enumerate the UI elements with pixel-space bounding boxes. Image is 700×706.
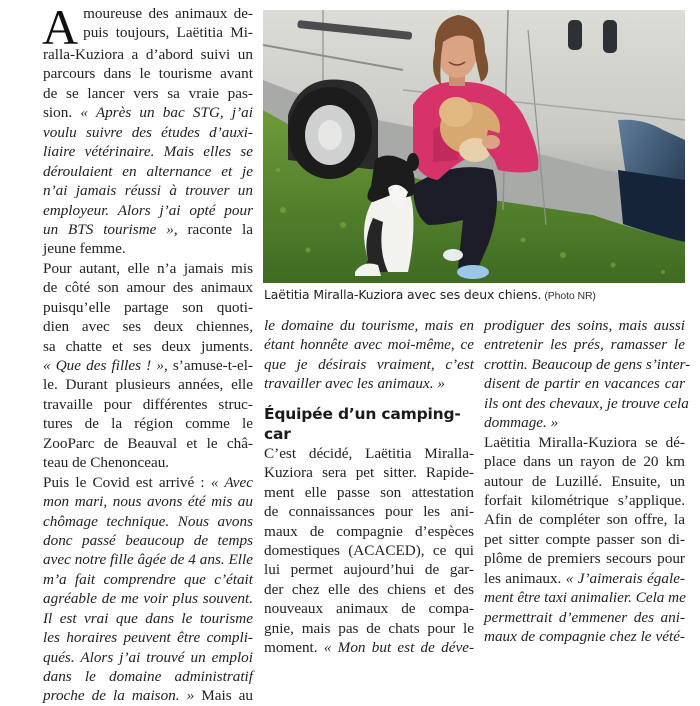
article-line xyxy=(43,45,253,64)
body-text: les animaux. xyxy=(484,569,566,587)
quote-text: donc passé beaucoup de temps xyxy=(43,531,253,549)
article-line xyxy=(484,569,685,588)
article-line xyxy=(264,580,474,599)
body-text: gnie, mais pas de chats pour le xyxy=(264,619,474,637)
article-line xyxy=(43,686,253,705)
article-line xyxy=(264,483,474,502)
article-line xyxy=(43,375,253,394)
body-text: der chez elle des chiens et des xyxy=(264,580,474,598)
quote-text: « Avec xyxy=(210,473,254,491)
photo-credit: (Photo NR) xyxy=(544,290,596,302)
body-text: Afin de compléter son offre, la xyxy=(484,511,685,529)
section-subheading: Équipée d’un camping-car xyxy=(264,404,461,443)
drop-cap: A xyxy=(42,0,79,55)
article-line xyxy=(43,181,253,200)
body-text: tures de la région comme le xyxy=(43,415,253,433)
quote-text: un BTS tourisme » xyxy=(43,220,174,238)
article-line xyxy=(43,103,253,122)
quote-text: prodiguer des soins, mais aussi xyxy=(484,317,685,334)
article-line xyxy=(43,550,253,569)
quote-text: le domaine du tourisme, mais en xyxy=(264,317,474,334)
article-column-left xyxy=(42,0,254,706)
article-line xyxy=(484,530,685,549)
quote-text: étant honnête avec moi-même, ce xyxy=(264,336,474,354)
body-text: nouveaux animaux de compa- xyxy=(264,600,474,618)
body-text: jeune femme. xyxy=(43,240,126,258)
article-line xyxy=(43,414,253,433)
article-line xyxy=(43,259,253,278)
article-line xyxy=(43,142,253,161)
body-text: place dans un rayon de 20 km xyxy=(484,453,685,471)
article-line xyxy=(484,335,685,354)
article-line xyxy=(484,627,685,646)
quote-text: proche de la maison. » xyxy=(43,687,195,705)
article-line xyxy=(484,588,685,607)
article-line xyxy=(43,570,253,589)
body-text: lui permet aujourd’hui de gar- xyxy=(264,561,474,579)
article-line xyxy=(43,337,253,356)
article-line xyxy=(43,453,253,472)
quote-text: avec notre fille âgée de 4 ans. Elle xyxy=(43,551,253,569)
article-line xyxy=(43,609,253,628)
article-line xyxy=(43,512,253,531)
article-line xyxy=(264,335,474,354)
body-text: ralla-Kuziora a d’abord suivi un xyxy=(43,46,253,63)
article-line xyxy=(43,395,253,414)
quote-text: déroulaient en alternance et je xyxy=(43,162,253,180)
body-text: , raconte la xyxy=(173,220,253,238)
body-text: C’est décidé, Laëtitia Miralla- xyxy=(264,444,474,462)
article-line xyxy=(43,123,253,142)
article-line xyxy=(264,619,474,638)
body-text: Mais au xyxy=(194,687,253,705)
article-line xyxy=(43,531,253,550)
quote-text: dans le domaine administratif xyxy=(43,668,253,685)
article-line xyxy=(484,608,685,627)
article-body-left xyxy=(43,45,253,706)
article-line xyxy=(264,599,474,618)
article-line xyxy=(264,374,474,393)
article-line xyxy=(43,356,253,375)
article-line xyxy=(484,549,685,568)
quote-text: travailler avec les animaux. » xyxy=(264,375,445,393)
article-line xyxy=(43,628,253,647)
body-text: Kuziora sera pet sitter. Rapide- xyxy=(264,464,474,482)
article-line xyxy=(484,472,685,491)
quote-text: ment être taxi animalier. Cela me xyxy=(484,589,686,607)
article-line xyxy=(43,201,253,220)
article-photo xyxy=(263,10,685,283)
article-line xyxy=(264,502,474,521)
quote-text: employeur. Alors j’ai opté pour xyxy=(43,201,253,219)
article-line xyxy=(264,463,474,482)
body-text: Puis le Covid est arrivé : xyxy=(43,473,211,491)
article-column-right xyxy=(484,316,691,646)
body-text: Laëtitia Miralla-Kuziora se dé- xyxy=(484,433,685,451)
body-text: parcours dans le tourisme avant xyxy=(43,65,253,83)
article-body-middle-top xyxy=(264,316,474,394)
quote-text: « Après un bac STG, j’ai xyxy=(80,104,254,122)
body-text: dien avec ses deux chiennes, xyxy=(43,318,253,336)
body-text: moment. xyxy=(264,639,324,657)
article-line xyxy=(484,316,685,335)
quote-text: chômage technique. Nous avons xyxy=(43,512,253,530)
body-text: domestiques (ACACED), ce qui xyxy=(264,541,474,559)
article-line: puis toujours, Laëtitia Mi- xyxy=(83,24,253,42)
article-line xyxy=(43,434,253,453)
article-line xyxy=(484,491,685,510)
article-line xyxy=(484,433,685,452)
article-line xyxy=(43,220,253,239)
article-line xyxy=(43,667,253,686)
quote-text: permettrait d’emmener des ani- xyxy=(484,608,685,626)
article-line xyxy=(264,355,474,374)
quote-text: dommage. » xyxy=(484,414,559,432)
article-body-right xyxy=(484,316,691,646)
article-line xyxy=(484,355,691,374)
body-text: , s’amuse-t-el- xyxy=(163,357,253,374)
quote-text: les horaires peuvent être compli- xyxy=(43,629,253,647)
article-line xyxy=(264,316,474,335)
quote-text: « Que des filles ! » xyxy=(43,357,164,374)
article-line xyxy=(43,648,253,667)
quote-text: crottin. Beaucoup de gens s’inter- xyxy=(484,355,691,373)
quote-text: agréable de me voir plus souvent. xyxy=(43,590,253,608)
quote-text: n’ai jamais réussi à trouver un xyxy=(43,182,253,200)
body-text: puisqu’elle partage son quoti- xyxy=(43,298,253,316)
article-line xyxy=(484,413,685,432)
body-text: ZooParc de Beauval et le châ- xyxy=(43,434,253,452)
quote-text: maux de compagnie chez le vété- xyxy=(484,628,685,645)
caption-text: Laëtitia Miralla-Kuziora avec ses deux chiens. xyxy=(264,287,542,302)
article-column-middle xyxy=(264,316,474,658)
article-line xyxy=(484,510,685,529)
article-line xyxy=(43,473,253,492)
article-line xyxy=(43,64,253,83)
article-line xyxy=(484,374,685,393)
article-body-middle-bottom xyxy=(264,444,474,658)
quote-text: « J’aimerais égale- xyxy=(565,569,685,587)
quote-text: Il est vrai que dans le tourisme xyxy=(43,609,253,627)
body-text: plôme de premiers secours pour xyxy=(484,550,685,568)
body-text: teau de Chenonceau. xyxy=(43,454,170,472)
body-text: autour de Luzillé. Ensuite, un xyxy=(484,472,685,490)
photo-caption xyxy=(264,287,694,302)
article-line xyxy=(264,541,474,560)
article-line xyxy=(264,638,474,657)
body-text: de se lancer vers sa vraie pas- xyxy=(43,84,253,102)
article-line xyxy=(43,239,253,258)
article-line: moureuse des animaux de- xyxy=(83,5,253,22)
quote-text: ils ont des chevaux, je trouve cela xyxy=(484,394,689,412)
article-line xyxy=(264,522,474,541)
quote-text: qués. Alors j’ai trouvé un emploi xyxy=(43,648,253,666)
article-line xyxy=(43,298,253,317)
article-line xyxy=(43,278,253,297)
article-line xyxy=(43,492,253,511)
body-text: forfait kilométrique s’applique. xyxy=(484,491,685,509)
article-line xyxy=(264,444,474,463)
body-text: de connaissances pour les ani- xyxy=(264,503,474,521)
body-text: pet sitter compte passer son di- xyxy=(484,530,685,548)
quote-text: liaire vétérinaire. Mais elles se xyxy=(43,143,253,161)
quote-text: « Mon but est de déve- xyxy=(323,639,474,657)
article-line xyxy=(43,84,253,103)
article-line xyxy=(484,452,685,471)
body-text: sion. xyxy=(43,104,81,122)
body-text: de côté son amour des animaux xyxy=(43,279,253,297)
article-line xyxy=(484,394,689,413)
quote-text: entretenir les prés, ramasser le xyxy=(484,336,685,354)
body-text: Pour autant, elle n’a jamais mis xyxy=(43,259,253,277)
body-text: maux de compagnie d’espèces xyxy=(264,522,474,540)
body-text: travaille pour différentes struc- xyxy=(43,395,253,413)
quote-text: mon mari, nous avons été mis au xyxy=(43,493,253,511)
photo-illustration xyxy=(263,10,685,283)
quote-text: m’a fait comprendre que c’était xyxy=(43,570,253,588)
body-text: ment elle passe son attestation xyxy=(264,483,474,501)
body-text: sa chatte et ses deux juments. xyxy=(43,337,253,355)
article-line xyxy=(43,589,253,608)
quote-text: disent de partir en vacances car xyxy=(484,375,685,393)
article-line xyxy=(43,162,253,181)
quote-text: voulu suivre des études d’auxi- xyxy=(43,123,253,141)
quote-text: que je désirais vraiment, c’est xyxy=(264,355,474,373)
body-text: le. Durant plusieurs années, elle xyxy=(43,376,253,394)
article-line xyxy=(264,560,474,579)
article-line xyxy=(43,317,253,336)
